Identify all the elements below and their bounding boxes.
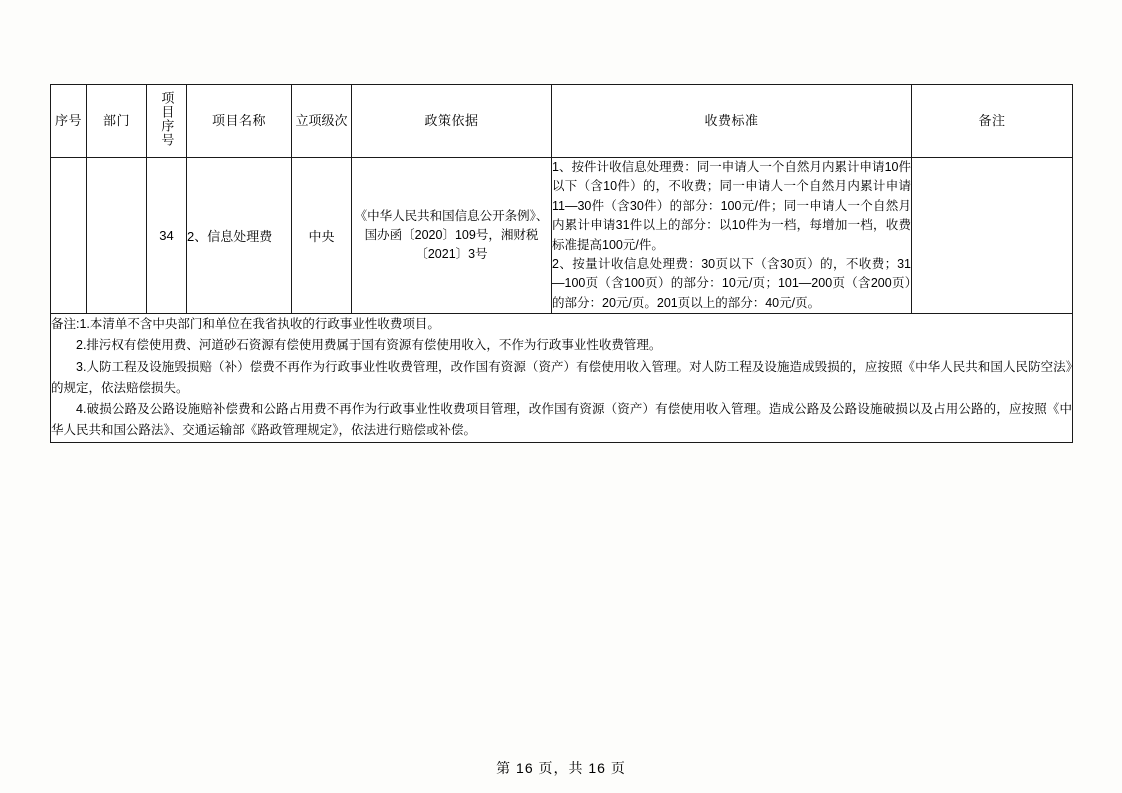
- header-standard: 收费标准: [552, 85, 912, 158]
- header-seq: 序号: [51, 85, 87, 158]
- cell-seq: [51, 158, 87, 314]
- header-item-no-label: 项目序号: [159, 91, 175, 148]
- cell-department: [87, 158, 147, 314]
- cell-policy: 《中华人民共和国信息公开条例》、 国办函〔2020〕109号，湘财税〔2021〕3号: [352, 158, 552, 314]
- table-body: [51, 158, 1073, 443]
- cell-item-name: 2、信息处理费: [187, 158, 292, 314]
- table-header-row: [51, 85, 1073, 158]
- note-line-3: 3.人防工程及设施毁损赔（补）偿费不再作为行政事业性收费管理，改作国有资源（资产）有偿使用收入管理。对人防工程及设施造成毁损的，应按照《中华人民共和国人民防空法》的规定，依法赔偿损失。: [51, 359, 1072, 395]
- note-line-2: 2.排污权有偿使用费、河道砂石资源有偿使用费属于国有资源有偿使用收入，不作为行政事业性收费管理。: [76, 338, 662, 353]
- cell-level: 中央: [292, 158, 352, 314]
- standard-paragraph-1: 1、按件计收信息处理费：同一申请人一个自然月内累计申请10件以下（含10件）的，不收费；同一申请人一个自然月内累计申请11—30件（含30件）的部分：100元/件；同一申请人一个自然月内累计申请31件以上的部分：以10件为一档，每增加一档，收费标准提高100元/件。: [552, 160, 911, 252]
- notes-row: [51, 314, 1073, 443]
- cell-item-no: 34: [147, 158, 187, 314]
- standard-paragraph-2: 2、按量计收信息处理费：30页以下（含30页）的，不收费；31—100页（含100页）的部分：10元/页；101—200页（含200页）的部分：20元/页。201页以上的部分：40元/页。: [552, 256, 911, 310]
- header-level: [292, 85, 352, 158]
- header-level-label: 立项级次: [295, 113, 348, 129]
- header-policy: 政策依据: [352, 85, 552, 158]
- header-department: 部门: [87, 85, 147, 158]
- table-header: [51, 85, 1073, 158]
- cell-remark: [912, 158, 1073, 314]
- page-footer: 第 16 页，共 16 页: [496, 760, 626, 776]
- table-notes: [51, 314, 1073, 443]
- header-item-no: [147, 85, 187, 158]
- fee-list-table: [50, 84, 1073, 443]
- note-line-1: 备注:1.本清单不含中央部门和单位在我省执收的行政事业性收费项目。: [51, 317, 440, 331]
- cell-standard: [552, 158, 912, 314]
- fee-list-table-wrapper: [50, 84, 1072, 443]
- table-row: [51, 158, 1073, 314]
- header-remark: 备注: [912, 85, 1073, 158]
- header-item-name: 项目名称: [187, 85, 292, 158]
- note-line-4: 4.破损公路及公路设施赔补偿费和公路占用费不再作为行政事业性收费项目管理，改作国有资源（资产）有偿使用收入管理。造成公路及公路设施破损以及占用公路的，应按照《中华人民共和国公路法》、交通运输部《路政管理规定》，依法进行赔偿或补偿。: [51, 402, 1072, 438]
